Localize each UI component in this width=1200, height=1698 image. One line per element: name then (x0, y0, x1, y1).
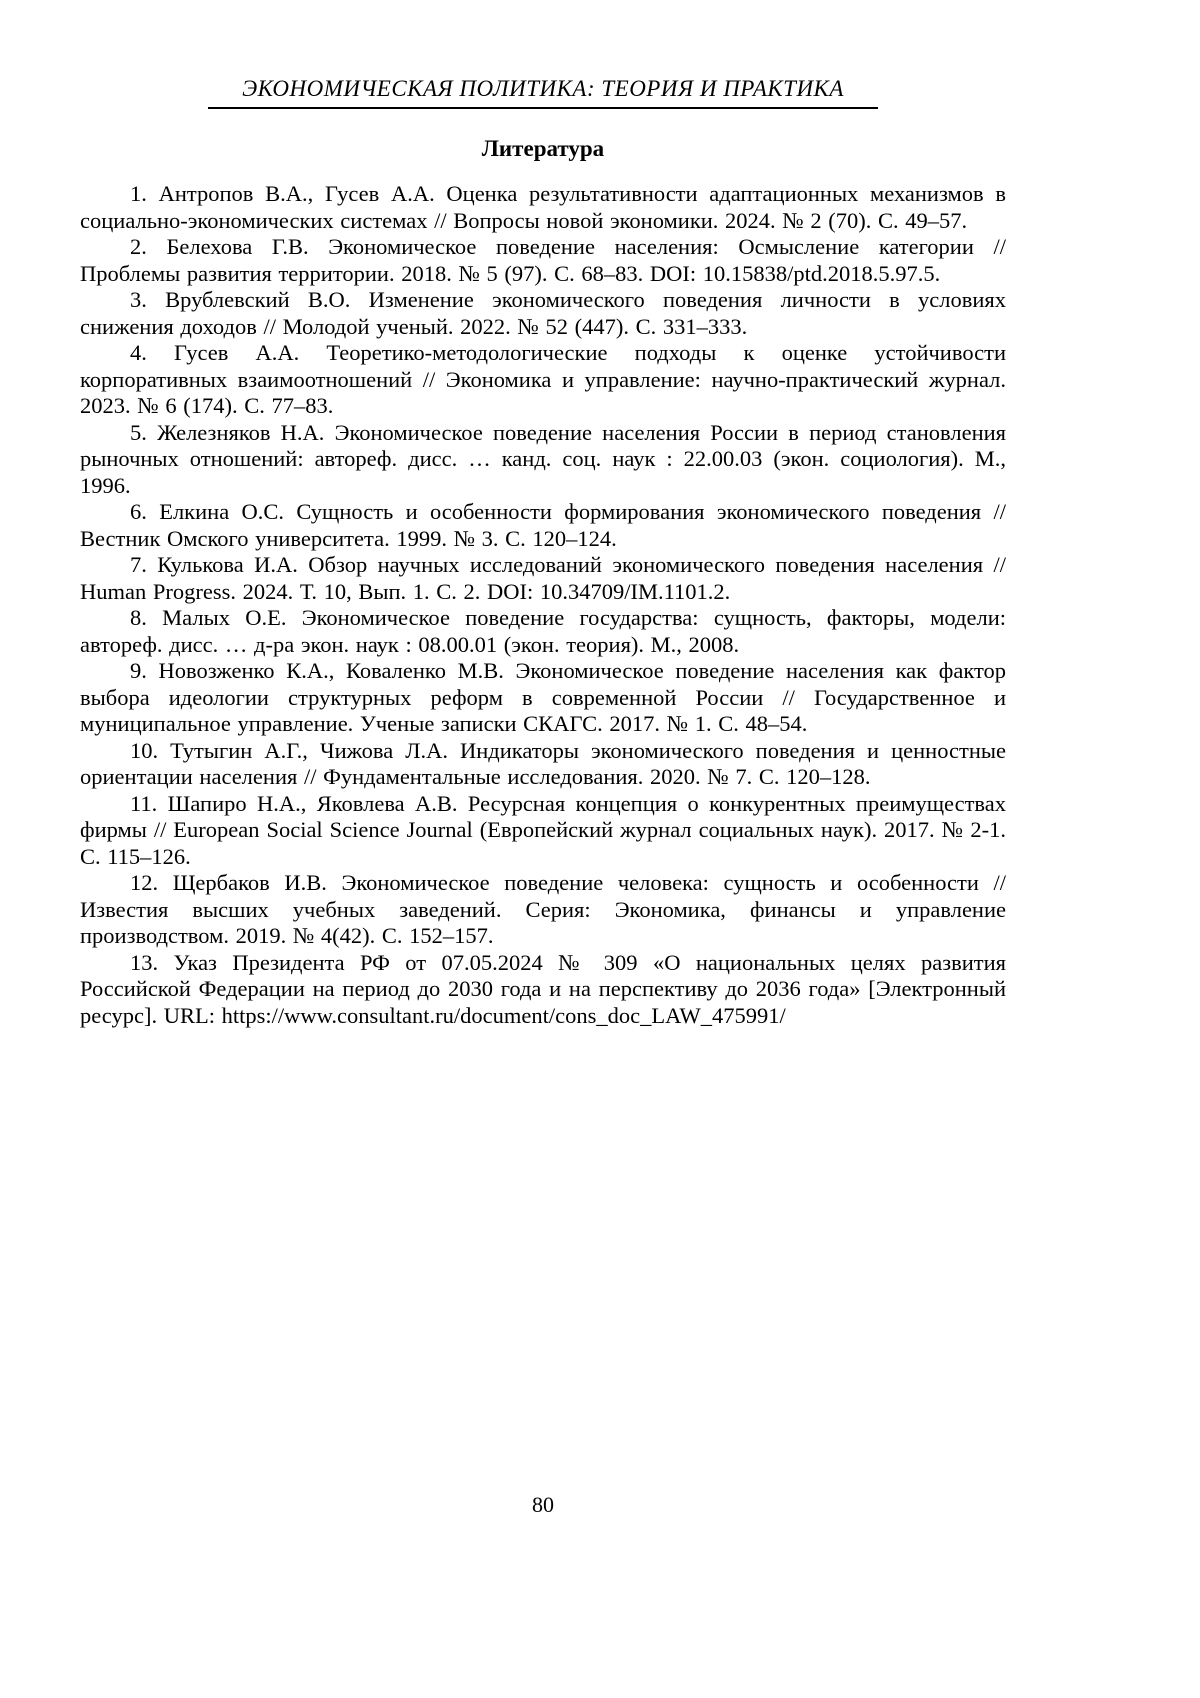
reference-item: 4. Гусев А.А. Теоретико-методологические подходы к оценке устойчивости корпоративных взаимоотношений // Экономика и управление: научно-практический журнал. 2023. № 6 (174). С. 77–83. (80, 340, 1006, 418)
reference-item: 10. Тутыгин А.Г., Чижова Л.А. Индикаторы экономического поведения и ценностные ориентации населения // Фундаментальные исследования. 2020. № 7. С. 120–128. (80, 737, 1006, 789)
running-header-text: ЭКОНОМИЧЕСКАЯ ПОЛИТИКА: ТЕОРИЯ И ПРАКТИКА (208, 76, 878, 109)
section-title: Литература (481, 136, 605, 161)
reference-item: 6. Елкина О.С. Сущность и особенности формирования экономического поведения // Вестник Омского университета. 1999. № 3. С. 120–124. (80, 499, 1006, 551)
reference-item: 3. Врублевский В.О. Изменение экономического поведения личности в условиях снижения доходов // Молодой ученый. 2022. № 52 (447). С. 331–333. (80, 287, 1006, 339)
reference-item: 1. Антропов В.А., Гусев А.А. Оценка результативности адаптационных механизмов в социально-экономических системах // Вопросы новой экономики. 2024. № 2 (70). С. 49–57. (80, 181, 1006, 233)
reference-item: 9. Новозженко К.А., Коваленко М.В. Экономическое поведение населения как фактор выбора идеологии структурных реформ в современной России // Государственное и муниципальное управление. Ученые записки СКАГС. 2017. № 1. С. 48–54. (80, 658, 1006, 736)
running-header (80, 76, 1006, 109)
reference-item: 8. Малых О.Е. Экономическое поведение государства: сущность, факторы, модели: автореф. дисс. … д-ра экон. наук : 08.00.01 (экон. теория). М., 2008. (80, 605, 1006, 657)
reference-item: 5. Железняков Н.А. Экономическое поведение населения России в период становления рыночных отношений: автореф. дисс. … канд. соц. наук : 22.00.03 (экон. социология). М., 1996. (80, 419, 1006, 498)
reference-item: 2. Белехова Г.В. Экономическое поведение населения: Осмысление категории // Проблемы развития территории. 2018. № 5 (97). С. 68–83. DOI: 10.15838/ptd.2018.5.97.5. (80, 234, 1006, 286)
reference-item: 7. Кулькова И.А. Обзор научных исследований экономического поведения населения // Human Progress. 2024. Т. 10, Вып. 1. С. 2. DOI: 10.34709/IM.1101.2. (80, 552, 1006, 604)
page-number: 80 (532, 1492, 554, 1517)
reference-item: 12. Щербаков И.В. Экономическое поведение человека: сущность и особенности // Известия высших учебных заведений. Серия: Экономика, финансы и управление производством. 2019. № 4(42). С. 152–157. (80, 870, 1006, 948)
reference-item: 11. Шапиро Н.А., Яковлева А.В. Ресурсная концепция о конкурентных преимуществах фирмы // European Social Science Journal (Европейский журнал социальных наук). 2017. № 2-1. С. 115–126. (80, 790, 1006, 869)
text-block (80, 76, 1006, 1029)
reference-item: 13. Указ Президента РФ от 07.05.2024 № 309 «О национальных целях развития Российской Федерации на период до 2030 года и на перспективу до 2036 года» [Электронный ресурс]. URL: https://www.consultant.ru/document/cons_doc_LAW_475991/ (80, 949, 1006, 1028)
references-list (80, 181, 1006, 1029)
